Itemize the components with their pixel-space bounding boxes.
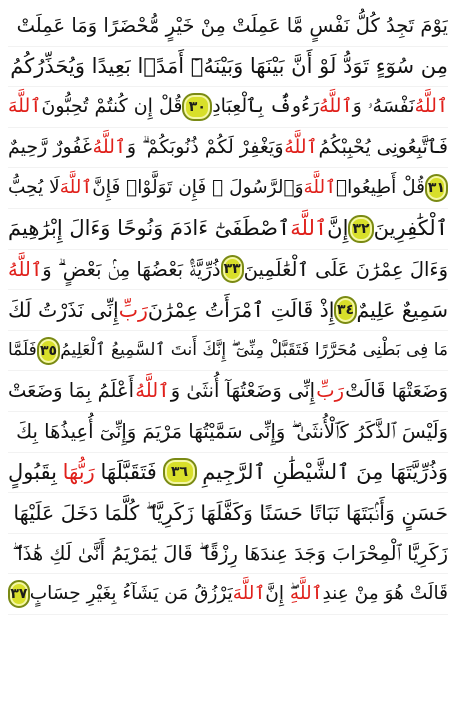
verse-text: رَءُوفٌۢ بِٱلْعِبَادِ: [212, 95, 320, 118]
verse-text: يَوْمَ تَجِدُ كُلُّ نَفْسٍ مَّا عَمِلَتْ مِنْ خَيْرٍ مُّحْضَرًا وَمَا عَمِلَتْ: [16, 14, 448, 38]
ayah-number-marker: ٣٠: [182, 93, 212, 121]
verse-text: زَكَرِيَّا ٱلْمِحْرَابَ وَجَدَ عِندَهَا رِزْقًا ۖ قَالَ يَٰمَرْيَمُ أَنَّىٰ لَكِ هَٰذَا ۖ: [12, 541, 448, 565]
verse-text: إِنِّى وَضَعْتُهَآ أُنثَىٰ وَ: [170, 379, 316, 403]
ayah-number-marker: ٣١: [425, 174, 448, 202]
text-line: [8, 574, 448, 615]
ayah-number-marker: ٣٥: [37, 337, 60, 365]
divine-name-text: ٱللَّهَ: [59, 176, 93, 198]
verse-text: إِذْ قَالَتِ ٱمْرَأَتُ عِمْرَٰنَ: [147, 297, 335, 322]
text-line: [8, 87, 448, 128]
verse-text: ۖ إِنَّ: [265, 582, 290, 604]
verse-text: أَعْلَمُ بِمَا وَضَعَتْ: [8, 379, 135, 403]
text-line: [8, 331, 448, 372]
ayah-number-marker: ٣٣: [221, 255, 244, 283]
ayah-number-marker: ٣٧: [8, 580, 30, 608]
text-line: [8, 290, 448, 331]
text-line: [8, 534, 448, 575]
verse-text: لَا يُحِبُّ: [8, 176, 60, 198]
verse-text: إِنِّى نَذَرْتُ لَكَ: [8, 297, 119, 322]
divine-name-text: ٱللَّهُ: [414, 95, 448, 118]
text-line: [8, 453, 448, 494]
text-line: [8, 493, 448, 534]
text-line: [8, 168, 448, 209]
verse-text: قَالَتْ هُوَ مِنْ عِندِ: [322, 582, 448, 604]
divine-name-text: ٱللَّهُ: [92, 136, 127, 159]
verse-text: وَضَعَتْهَا قَالَتْ: [345, 379, 448, 403]
verse-text: يَرْزُقُ مَن يَشَآءُ بِغَيْرِ حِسَابٍ: [29, 582, 233, 604]
verse-text: مَا فِى بَطْنِى مُحَرَّرًا فَتَقَبَّلْ مِنِّىٓ ۖ إِنَّكَ أَنتَ ٱلسَّمِيعُ ٱلْعَلِيمُ: [60, 340, 448, 361]
text-line: [8, 371, 448, 412]
divine-name-text: ٱللَّهِ: [289, 582, 323, 604]
divine-name-text: ٱللَّهَ: [303, 176, 337, 198]
divine-name-text: رَبِّ: [118, 297, 148, 322]
ayah-number-marker: ٣٦: [163, 458, 197, 486]
text-line: [8, 128, 448, 169]
divine-name-text: ٱللَّهُ: [135, 379, 170, 403]
text-line: [8, 412, 448, 453]
text-lines: [8, 6, 448, 615]
verse-text: حَسَنٍ وَأَنۢبَتَهَا نَبَاتًا حَسَنًا وَكَفَّلَهَا زَكَرِيَّا ۖ كُلَّمَا دَخَلَ عَلَيْهَا: [13, 500, 448, 525]
verse-text: قُلْ أَطِيعُوا۟: [336, 176, 425, 198]
verse-text: فَتَقَبَّلَهَا: [100, 459, 157, 484]
verse-text: مِن سُوٓءٍ تَوَدُّ لَوْ أَنَّ بَيْنَهَا وَبَيْنَهُۥٓ أَمَدًۢا بَعِيدًا وَيُحَذِّرُكُمُ: [10, 53, 448, 78]
divine-name-text: ٱللَّهَ: [290, 216, 328, 241]
verse-text: وَذُرِّيَّتَهَا مِنَ ٱلشَّيْطَٰنِ ٱلرَّجِيمِ: [202, 459, 448, 484]
verse-text: وَلَيْسَ ٱلذَّكَرُ كَٱلْأُنثَىٰ ۖ وَإِنِّى سَمَّيْتُهَا مَرْيَمَ وَإِنِّىٓ أُعِيذُهَا بِكَ: [16, 419, 448, 443]
verse-text: ٱلْكَٰفِرِينَ: [373, 216, 448, 241]
verse-text: ٱصْطَفَىٰٓ ءَادَمَ وَنُوحًا وَءَالَ إِبْرَٰهِيمَ: [8, 216, 291, 241]
verse-text: قُلْ إِن كُنتُمْ تُحِبُّونَ: [41, 95, 183, 118]
verse-text: فَلَمَّا: [8, 340, 37, 361]
verse-text: وَيَغْفِرْ لَكُمْ ذُنُوبَكُمْ ۗ وَ: [126, 136, 284, 159]
verse-text: ذُرِّيَّةًۢ بَعْضُهَا مِنۢ بَعْضٍ ۗ وَ: [42, 257, 221, 281]
divine-name-text: ٱللَّهَ: [8, 95, 42, 118]
verse-text: بِقَبُولٍ: [8, 459, 57, 484]
divine-name-text: ٱللَّهُ: [8, 257, 43, 281]
divine-name-text: ٱللَّهَ: [232, 582, 266, 604]
verse-text: وَٱلرَّسُولَ ۖ فَإِن تَوَلَّوْا۟ فَإِنَّ: [92, 176, 304, 198]
text-line: [8, 6, 448, 47]
text-line: [8, 209, 448, 250]
divine-name-text: ٱللَّهُ: [319, 95, 353, 118]
verse-text: وَءَالَ عِمْرَٰنَ عَلَى ٱلْعَٰلَمِينَ: [243, 257, 448, 281]
verse-text: إِنَّ: [327, 216, 349, 241]
ayah-number-marker: ٣٢: [348, 215, 373, 243]
divine-name-text: رَبُّهَا: [62, 459, 95, 484]
divine-name-text: ٱللَّهُ: [284, 136, 318, 159]
verse-text: سَمِيعٌ عَلِيمٌ: [356, 297, 448, 322]
verse-text: غَفُورٌ رَّحِيمٌ: [8, 136, 92, 159]
text-line: [8, 47, 448, 88]
text-line: [8, 250, 448, 291]
verse-text: فَٱتَّبِعُونِى يُحْبِبْكُمُ: [318, 136, 448, 159]
verse-text: نَفْسَهُۥ وَ: [352, 95, 415, 118]
divine-name-text: رَبِّ: [316, 379, 345, 403]
ayah-number-marker: ٣٤: [334, 296, 356, 324]
